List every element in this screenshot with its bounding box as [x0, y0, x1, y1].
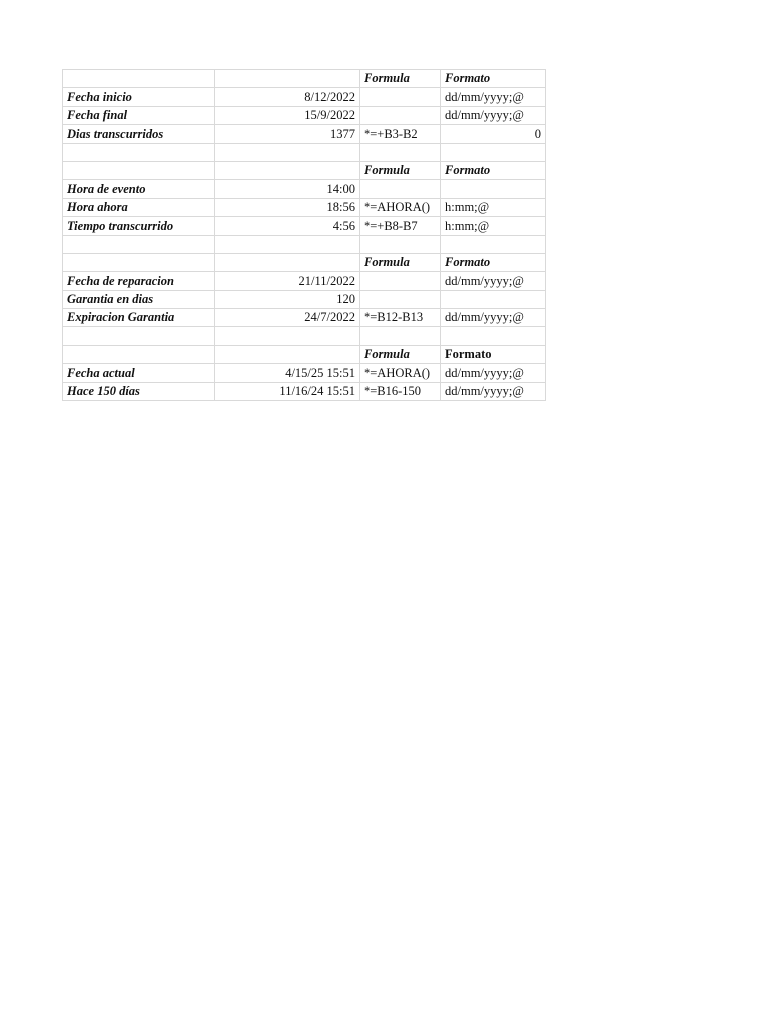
- format-header: Formato: [441, 161, 546, 179]
- row-value: 21/11/2022: [215, 272, 360, 290]
- empty-cell: [63, 161, 215, 179]
- table-row: [63, 364, 546, 382]
- table-row: [63, 180, 546, 198]
- row-format: h:mm;@: [441, 198, 546, 216]
- header-row: [63, 253, 546, 271]
- row-formula: *=AHORA(): [360, 198, 441, 216]
- format-header: Formato: [441, 70, 546, 88]
- formula-header: Formula: [360, 161, 441, 179]
- empty-cell: [215, 235, 360, 253]
- empty-cell: [63, 253, 215, 271]
- empty-cell: [441, 235, 546, 253]
- empty-cell: [215, 327, 360, 345]
- row-value: 4/15/25 15:51: [215, 364, 360, 382]
- spacer-row: [63, 235, 546, 253]
- empty-cell: [360, 327, 441, 345]
- format-header: Formato: [441, 253, 546, 271]
- formula-header: Formula: [360, 345, 441, 363]
- row-formula: [360, 290, 441, 308]
- format-header: Formato: [441, 345, 546, 363]
- row-formula: [360, 106, 441, 124]
- row-format: dd/mm/yyyy;@: [441, 88, 546, 106]
- row-format: dd/mm/yyyy;@: [441, 272, 546, 290]
- spreadsheet-table: [62, 69, 546, 401]
- row-label: Hace 150 días: [63, 382, 215, 400]
- row-formula: *=B16-150: [360, 382, 441, 400]
- row-label: Tiempo transcurrido: [63, 217, 215, 235]
- row-label: Fecha final: [63, 106, 215, 124]
- header-row: [63, 161, 546, 179]
- empty-cell: [63, 70, 215, 88]
- table-row: [63, 290, 546, 308]
- table-row: [63, 125, 546, 143]
- row-formula: [360, 272, 441, 290]
- row-value: 4:56: [215, 217, 360, 235]
- row-label: Expiracion Garantia: [63, 309, 215, 327]
- row-label: Fecha inicio: [63, 88, 215, 106]
- table-row: [63, 217, 546, 235]
- spacer-row: [63, 327, 546, 345]
- row-label: Hora de evento: [63, 180, 215, 198]
- row-formula: *=+B3-B2: [360, 125, 441, 143]
- row-formula: *=+B8-B7: [360, 217, 441, 235]
- table-row: [63, 198, 546, 216]
- empty-cell: [441, 327, 546, 345]
- empty-cell: [215, 70, 360, 88]
- empty-cell: [215, 253, 360, 271]
- row-value: 14:00: [215, 180, 360, 198]
- table-row: [63, 106, 546, 124]
- row-label: Garantia en dias: [63, 290, 215, 308]
- row-label: Fecha actual: [63, 364, 215, 382]
- empty-cell: [215, 161, 360, 179]
- row-formula: [360, 88, 441, 106]
- row-format: [441, 290, 546, 308]
- row-format: [441, 180, 546, 198]
- row-format: dd/mm/yyyy;@: [441, 382, 546, 400]
- empty-cell: [215, 345, 360, 363]
- row-formula: [360, 180, 441, 198]
- row-format: dd/mm/yyyy;@: [441, 309, 546, 327]
- spacer-row: [63, 143, 546, 161]
- row-label: Dias transcurridos: [63, 125, 215, 143]
- empty-cell: [215, 143, 360, 161]
- row-formula: *=B12-B13: [360, 309, 441, 327]
- table-row: [63, 382, 546, 400]
- row-value: 15/9/2022: [215, 106, 360, 124]
- row-label: Fecha de reparacion: [63, 272, 215, 290]
- row-value: 120: [215, 290, 360, 308]
- formula-header: Formula: [360, 253, 441, 271]
- row-format: dd/mm/yyyy;@: [441, 106, 546, 124]
- formula-header: Formula: [360, 70, 441, 88]
- table-row: [63, 272, 546, 290]
- empty-cell: [360, 235, 441, 253]
- table-row: [63, 88, 546, 106]
- row-value: 18:56: [215, 198, 360, 216]
- row-value: 1377: [215, 125, 360, 143]
- row-label: Hora ahora: [63, 198, 215, 216]
- empty-cell: [63, 327, 215, 345]
- row-format: h:mm;@: [441, 217, 546, 235]
- table-row: [63, 309, 546, 327]
- row-formula: *=AHORA(): [360, 364, 441, 382]
- row-value: 11/16/24 15:51: [215, 382, 360, 400]
- header-row: [63, 70, 546, 88]
- empty-cell: [63, 235, 215, 253]
- row-value: 8/12/2022: [215, 88, 360, 106]
- empty-cell: [63, 143, 215, 161]
- row-format: 0: [441, 125, 546, 143]
- empty-cell: [441, 143, 546, 161]
- row-value: 24/7/2022: [215, 309, 360, 327]
- empty-cell: [360, 143, 441, 161]
- header-row: [63, 345, 546, 363]
- row-format: dd/mm/yyyy;@: [441, 364, 546, 382]
- empty-cell: [63, 345, 215, 363]
